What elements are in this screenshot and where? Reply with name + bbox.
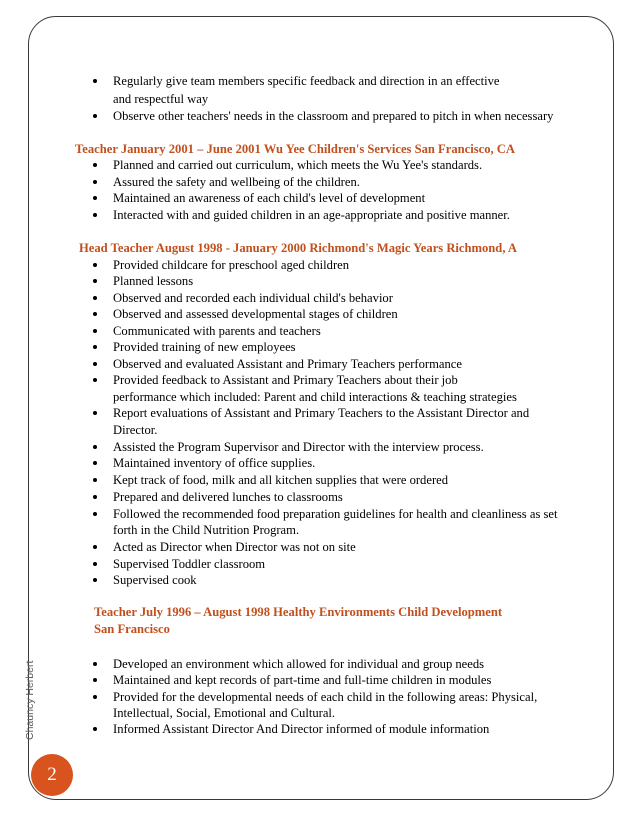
list-item: Supervised cook (113, 572, 583, 588)
list-item: Maintained inventory of office supplies. (113, 455, 583, 471)
list-item: Assured the safety and wellbeing of the children. (113, 174, 583, 190)
job-heading: Teacher July 1996 – August 1998 Healthy Environments Child Development (94, 605, 503, 619)
list-item: Planned lessons (113, 273, 583, 289)
list-item: Followed the recommended food preparation guidelines for health and cleanliness as set (113, 506, 583, 522)
list-item: Maintained and kept records of part-time and full-time children in modules (113, 672, 583, 688)
list-item: Observe other teachers' needs in the classroom and prepared to pitch in when necessary (113, 108, 583, 124)
page-number-badge: 2 (31, 754, 73, 796)
list-item: Provided childcare for preschool aged children (113, 257, 583, 273)
list-item-continuation: Intellectual, Social, Emotional and Cultural. (113, 706, 336, 720)
list-item: Assisted the Program Supervisor and Director with the interview process. (113, 439, 583, 455)
list-item-continuation: performance which included: Parent and child interactions & teaching strategies (113, 390, 517, 404)
list-item: Planned and carried out curriculum, which meets the Wu Yee's standards. (113, 157, 583, 173)
list-item: Acted as Director when Director was not on site (113, 539, 583, 555)
list-item: Observed and evaluated Assistant and Primary Teachers performance (113, 356, 583, 372)
list-item: Provided for the developmental needs of each child in the following areas: Physical, (113, 689, 583, 705)
list-item-continuation: and respectful way (113, 92, 209, 106)
list-item: Provided feedback to Assistant and Primary Teachers about their job (113, 372, 583, 388)
list-item-continuation: forth in the Child Nutrition Program. (113, 523, 300, 537)
list-item-continuation: Director. (113, 423, 158, 437)
job-heading-location: San Francisco (94, 622, 170, 636)
list-item: Observed and recorded each individual child's behavior (113, 290, 583, 306)
list-item: Interacted with and guided children in an age-appropriate and positive manner. (113, 207, 583, 223)
job-heading: Teacher January 2001 – June 2001 Wu Yee Children's Services San Francisco, CA (75, 142, 515, 156)
job-heading: Head Teacher August 1998 - January 2000 Richmond's Magic Years Richmond, A (79, 241, 518, 255)
list-item: Report evaluations of Assistant and Primary Teachers to the Assistant Director and (113, 405, 583, 421)
list-item: Supervised Toddler classroom (113, 556, 583, 572)
list-item: Observed and assessed developmental stages of children (113, 306, 583, 322)
list-item: Maintained an awareness of each child's level of development (113, 190, 583, 206)
list-item: Provided training of new employees (113, 339, 583, 355)
author-name-vertical: Chauncy Herbert (24, 660, 36, 740)
list-item: Regularly give team members specific feedback and direction in an effective (113, 73, 583, 89)
list-item: Communicated with parents and teachers (113, 323, 583, 339)
list-item: Informed Assistant Director And Director informed of module information (113, 721, 583, 737)
list-item: Prepared and delivered lunches to classrooms (113, 489, 583, 505)
list-item: Developed an environment which allowed for individual and group needs (113, 656, 583, 672)
list-item: Kept track of food, milk and all kitchen supplies that were ordered (113, 472, 583, 488)
